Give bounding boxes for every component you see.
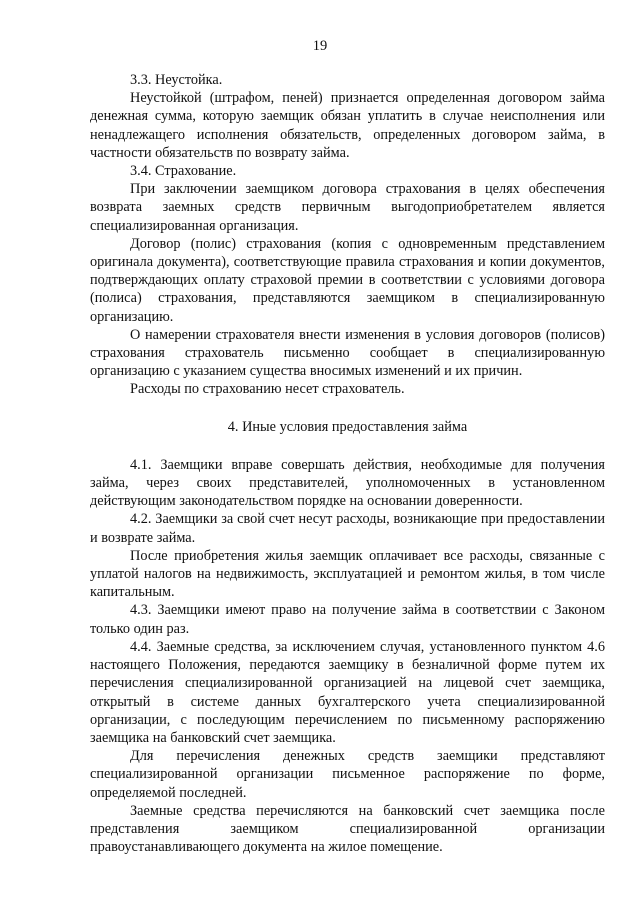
paragraph-penalty-definition: Неустойкой (штрафом, пеней) признается определенная договором займа денежная сумма, которую заемщик обязан уплатить в случае неисполнения или ненадлежащего исполнения обязательств, определенных договором займа, в частности обязательств по возврату займа.	[90, 90, 605, 161]
document-body	[90, 71, 605, 856]
paragraph-insurance-costs: Расходы по страхованию несет страхователь.	[130, 381, 405, 398]
paragraph-housing-expenses: После приобретения жилья заемщик оплачивает все расходы, связанные с уплатой налогов на недвижимость, эксплуатацией и ремонтом жилья, в том числе капитальным.	[90, 547, 605, 601]
subsection-title-insurance: 3.4. Страхование.	[130, 163, 237, 180]
subsection-title-penalty: 3.3. Неустойка.	[130, 72, 223, 88]
paragraph-insurance-changes: О намерении страхователя внести изменения в условия договоров (полисов) страхования страхователь письменно сообщает в специализированную организацию с указанием существа вносимых изменений и их причин.	[90, 326, 605, 380]
section-heading: 4. Иные условия предоставления займа	[227, 418, 468, 435]
paragraph-4-2: 4.2. Заемщики за свой счет несут расходы, возникающие при предоставлении и возврате займа.	[90, 511, 605, 546]
paragraph-4-3: 4.3. Заемщики имеют право на получение займа в соответствии с Законом только один раз.	[90, 602, 605, 637]
page-number: 19	[312, 38, 328, 54]
paragraph-4-4: 4.4. Заемные средства, за исключением случая, установленного пунктом 4.6 настоящего Положения, передаются заемщику в безналичной форме путем их перечисления специализированной организацией на лицевой счет заемщика, открытый в системе данных бухгалтерского учета специализированной организации, с последующим перечислением по письменному распоряжению заемщика на банковский счет заемщика.	[90, 638, 605, 746]
paragraph-bank-transfer: Заемные средства перечисляются на банковский счет заемщика после представления заемщиком специализированной организации правоустанавливающего документа на жилое помещение.	[90, 802, 605, 856]
paragraph-insurance-beneficiary: При заключении заемщиком договора страхования в целях обеспечения возврата заемных средств первичным выгодоприобретателем является специализированная организация.	[90, 181, 605, 234]
paragraph-insurance-policy: Договор (полис) страхования (копия с одновременным представлением оригинала документа), соответствующие правила страхования и копии документов, подтверждающих оплату страховой премии в соответствии с условиями договора (полиса) страхования, представляются заемщиком в специализированную организацию.	[90, 235, 605, 325]
paragraph-transfer-order: Для перечисления денежных средств заемщики представляют специализированной организации письменное распоряжение по форме, определяемой последней.	[90, 748, 605, 801]
paragraph-4-1: 4.1. Заемщики вправе совершать действия, необходимые для получения займа, через своих представителей, уполномоченных в установленном действующим законодательством порядке на основании доверенности.	[90, 456, 605, 510]
